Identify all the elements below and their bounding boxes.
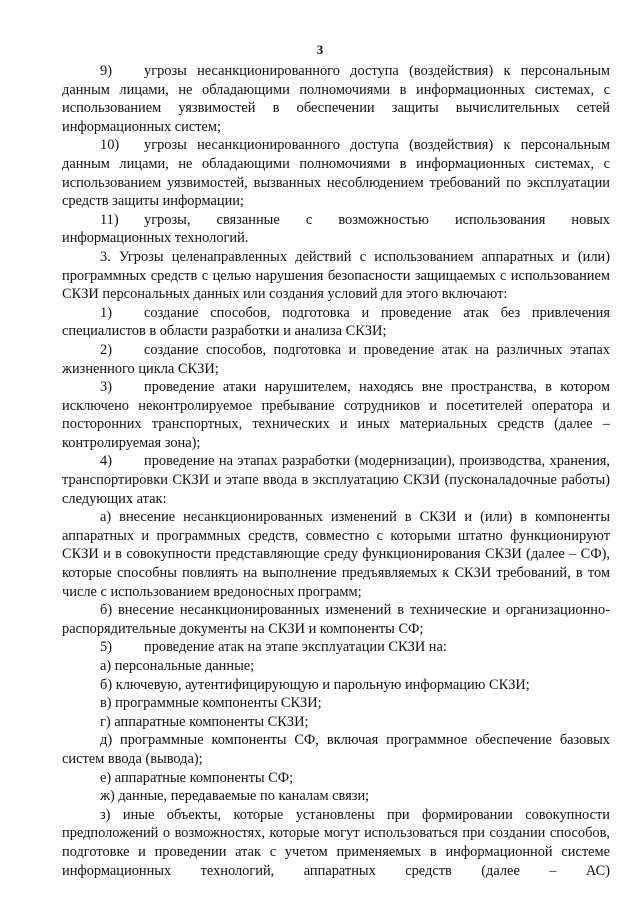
subparagraph-e: [62, 769, 610, 788]
paragraph-text: угрозы несанкционированного доступа (воздействия) к персональным данным лицами, не обладающими полномочиями в информационных системах, с использованием уязвимостей, вызванных несоблюдением требований по эксплуатации средств защиты информации;: [62, 137, 610, 210]
paragraph-text: угрозы несанкционированного доступа (воздействия) к персональным данным лицами, не обладающими полномочиями в информационных системах, с использованием уязвимостей в обеспечении защиты вычислительных сетей информационных систем;: [62, 63, 610, 135]
paragraph-text: создание способов, подготовка и проведение атак на различных этапах жизненного цикла СКЗИ;: [62, 341, 610, 377]
paragraph-text: проведение атак на этапе эксплуатации СКЗИ на:: [144, 639, 447, 656]
item-number: 4): [100, 453, 112, 470]
paragraph-text: ж) данные, передаваемые по каналам связи;: [100, 788, 370, 805]
item-number: 10): [100, 137, 120, 154]
paragraph-4: [62, 452, 610, 508]
paragraph-2: [62, 341, 610, 378]
subparagraph-a: [62, 508, 610, 601]
paragraph-text: б) внесение несанкционированных изменений в технические и организационно-распорядительные документы на СКЗИ и компоненты СФ;: [62, 602, 610, 637]
item-number: 5): [100, 639, 112, 656]
paragraph-text: 3. Угрозы целенаправленных действий с использованием аппаратных и (или) программных средств с целью нарушения безопасности защищаемых с использованием СКЗИ персональных данных или создания условий для этого включают:: [62, 248, 610, 303]
paragraph-text: проведение на этапах разработки (модернизации), производства, хранения, транспортировки СКЗИ и этапе ввода в эксплуатацию СКЗИ (пусконаладочные работы) следующих атак:: [62, 453, 610, 507]
paragraph-text: а) персональные данные;: [100, 658, 255, 674]
paragraph-text: создание способов, подготовка и проведение атак без привлечения специалистов в области разработки и анализа СКЗИ;: [62, 304, 610, 340]
item-number: 2): [100, 341, 112, 358]
item-number: 3): [100, 379, 112, 396]
paragraph-1: [62, 304, 610, 341]
subparagraph-d: [62, 731, 610, 768]
item-number: 11): [100, 211, 119, 228]
subparagraph-zh: [62, 787, 610, 806]
subparagraph-z: [62, 806, 610, 880]
paragraph-5: [62, 638, 610, 657]
paragraph-text: б) ключевую, аутентифицирующую и парольную информацию СКЗИ;: [100, 676, 530, 693]
paragraph-text: з) иные объекты, которые установлены при формировании совокупности предположений о возможностях, которые могут использоваться при создании способов, подготовке и проведении атак с учетом применяемых в информационной системе информационных технологий, аппаратных средств (далее – АС): [62, 806, 610, 879]
section-3-intro: [62, 248, 610, 304]
item-number: 9): [100, 63, 112, 79]
paragraph-11: [62, 211, 610, 248]
subparagraph-a: [62, 657, 610, 676]
paragraph-10: [62, 136, 610, 210]
item-number: 1): [100, 304, 112, 321]
paragraph-text: е) аппаратные компоненты СФ;: [100, 769, 294, 786]
subparagraph-g: [62, 713, 610, 732]
paragraph-3: [62, 378, 610, 452]
paragraph-text: проведение атаки нарушителем, находясь вне пространства, в котором исключено неконтролируемое пребывание сотрудников и посетителей оператора и посторонних транспортных, технических и иных материальных средств (далее – контролируемая зона);: [62, 379, 610, 451]
paragraph-text: д) программные компоненты СФ, включая программное обеспечение базовых систем ввода (вывода);: [62, 732, 610, 767]
paragraph-text: а) внесение несанкционированных изменений в СКЗИ и (или) в компоненты аппаратных и программных средств, совместно с которыми штатно функционируют СКЗИ и в совокупности представляющие среду функционирования СКЗИ (далее – СФ), которые способны повлиять на выполнение предъявляемых к СКЗИ требований, в том числе с использованием вредоносных программ;: [62, 509, 610, 600]
document-body: [62, 62, 610, 880]
subparagraph-b: [62, 676, 610, 695]
paragraph-9: [62, 62, 610, 136]
page-number: 3: [316, 42, 324, 57]
subparagraph-b: [62, 601, 610, 638]
paragraph-text: в) программные компоненты СКЗИ;: [100, 695, 322, 712]
subparagraph-v: [62, 694, 610, 713]
paragraph-text: угрозы, связанные с возможностью использования новых информационных технологий.: [62, 211, 610, 247]
paragraph-text: г) аппаратные компоненты СКЗИ;: [100, 713, 309, 730]
